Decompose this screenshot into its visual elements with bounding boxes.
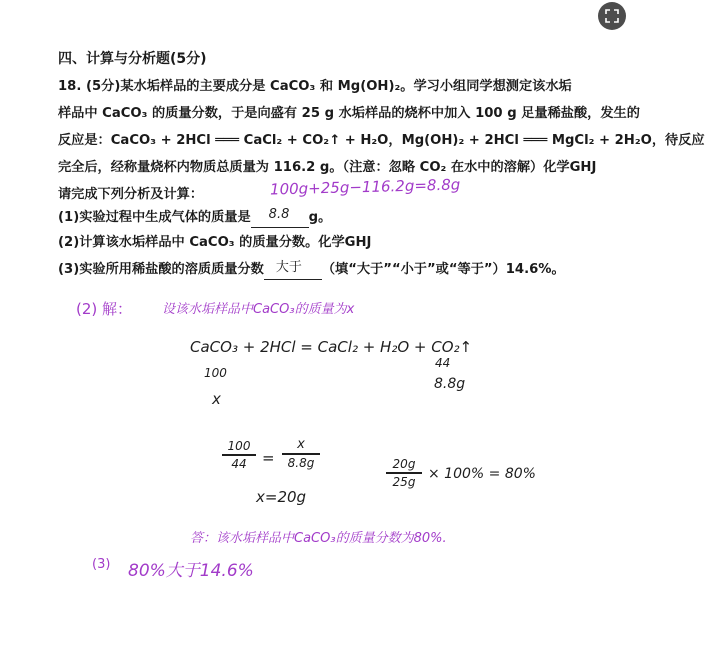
solution-setup: 设该水垢样品中CaCO₃的质量为x	[162, 302, 355, 317]
proportion-left-denominator: 44	[231, 456, 247, 471]
proportion-equals: =	[262, 449, 275, 467]
unknown-mass-x: x	[212, 390, 221, 408]
molar-mass-co2: 44	[435, 356, 451, 370]
question-3-text: (3)实验所用稀盐酸的溶质质量分数	[58, 262, 264, 277]
gas-mass-calculation: 100g+25g−116.2g=8.8g	[269, 175, 461, 199]
problem-line-2: 样品中 CaCO₃ 的质量分数，于是向盛有 25 g 水垢样品的烧杯中加入 100 g 足量稀盐酸，发生的	[58, 106, 640, 121]
problem-line-4: 完全后，经称量烧杯内物质总质量为 116.2 g。（注意：忽略 CO₂ 在水中的溶解）化学GHJ	[58, 160, 597, 175]
answer-blank-1	[251, 209, 309, 228]
expand-icon	[604, 8, 620, 24]
fraction-bar	[222, 454, 256, 456]
question-3-work: 80%大于14.6%	[128, 561, 254, 581]
fraction-bar	[282, 453, 320, 455]
percentage-fraction	[386, 457, 422, 489]
answer-sentence: 答：该水垢样品中CaCO₃的质量分数为80%.	[190, 531, 447, 546]
percentage-numerator: 20g	[392, 457, 416, 471]
percentage-denominator: 25g	[392, 474, 416, 489]
proportion-right-denominator: 8.8g	[287, 455, 315, 470]
handwritten-answer-1: 8.8	[268, 207, 290, 222]
solution-label: (2) 解：	[76, 300, 133, 318]
question-1-unit: g。	[308, 210, 332, 225]
problem-line-3: 反应是：CaCO₃ + 2HCl ═══ CaCl₂ + CO₂↑ + H₂O，Mg(OH)₂ + 2HCl ═══ MgCl₂ + 2H₂O，待反应	[58, 133, 705, 148]
question-3	[58, 260, 565, 280]
molar-mass-caco3: 100	[204, 366, 227, 380]
question-3-text-end: （填“大于”“小于”或“等于”）14.6%。	[321, 262, 565, 277]
question-3-label: (3)	[92, 557, 111, 572]
chemical-equation: CaCO₃ + 2HCl = CaCl₂ + H₂O + CO₂↑	[190, 338, 473, 356]
proportion-right	[282, 437, 320, 470]
co2-mass: 8.8g	[434, 376, 466, 392]
problem-line-1: 18. (5分)某水垢样品的主要成分是 CaCO₃ 和 Mg(OH)₂。学习小组同学想测定该水垢	[58, 79, 572, 94]
fraction-bar	[386, 472, 422, 474]
question-2: (2)计算该水垢样品中 CaCO₃ 的质量分数。化学GHJ	[58, 235, 372, 250]
question-1	[58, 208, 331, 228]
handwritten-answer-3: 大于	[275, 260, 302, 275]
proportion-left	[222, 439, 256, 471]
percentage-result: × 100% = 80%	[428, 466, 536, 482]
section-title: 四、计算与分析题(5分)	[58, 51, 207, 67]
expand-button[interactable]	[598, 2, 626, 30]
question-1-text: (1)实验过程中生成气体的质量是	[58, 210, 251, 225]
answer-blank-3	[264, 261, 322, 280]
problem-instruction: 请完成下列分析及计算：	[58, 187, 204, 202]
x-result: x=20g	[256, 488, 307, 506]
proportion-left-numerator: 100	[227, 439, 251, 453]
proportion-right-numerator: x	[297, 437, 305, 452]
